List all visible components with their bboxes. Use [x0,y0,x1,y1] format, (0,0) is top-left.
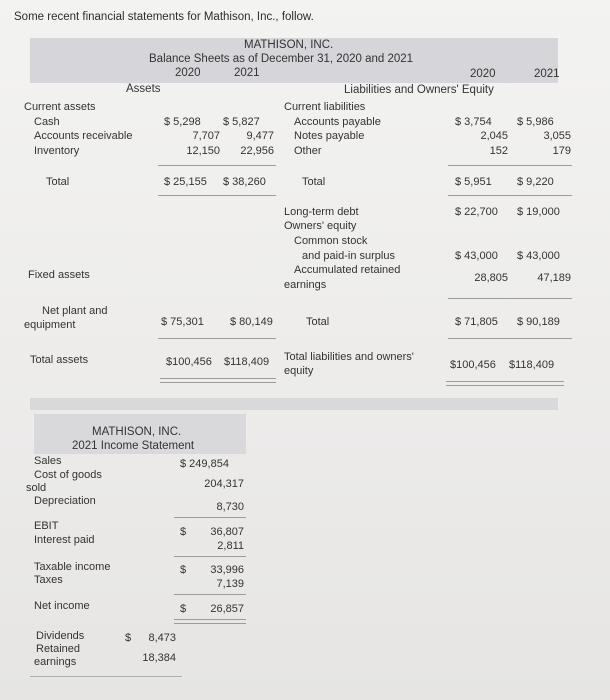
balance-company: MATHISON, INC. [244,39,334,51]
balance-title: Balance Sheets as of December 31, 2020 and 2021 [149,53,414,65]
ltd-label: Long-term debt [284,206,359,218]
ltd-2021: $ 19,000 [517,206,560,218]
ar-2021: 9,477 [246,130,274,142]
total-le-2020: $100,456 [450,359,496,371]
ebit-dollar: $ [180,526,187,538]
total-current-liab-2020: $ 5,951 [455,176,492,188]
net-plant-label: Net plant and [42,305,108,317]
inventory-label: Inventory [34,145,80,157]
other-2021: 179 [552,145,571,157]
dividends-label: Dividends [36,630,85,642]
taxes-label: Taxes [34,574,63,586]
year-2021-left: 2021 [234,67,260,79]
ap-label: Accounts payable [294,116,381,128]
ap-2020: $ 3,754 [455,116,492,128]
section-divider-band [30,398,558,410]
taxable-dollar: $ [180,564,187,576]
total-equity-2020: $ 71,805 [455,316,498,328]
total-equity-2021: $ 90,189 [517,316,560,328]
income-title: 2021 Income Statement [72,440,195,452]
double-rule [174,619,246,624]
retained-value: 18,384 [142,652,176,664]
rule [158,195,276,196]
depreciation-value: 8,730 [216,501,244,513]
total-current-assets-2021: $ 38,260 [223,176,266,188]
net-plant-label-2: equipment [24,319,76,331]
cogs-label: Cost of goods [34,469,102,481]
common-stock-label: Common stock [294,235,368,247]
year-2020-right: 2020 [470,68,496,80]
dividends-value: 8,473 [148,632,176,644]
double-rule [446,381,564,386]
net-income-value: 26,857 [210,603,244,615]
cogs-label-2: sold [26,482,47,494]
total-assets-2021: $118,409 [224,356,270,368]
retained-earnings-2021: 47,189 [537,272,571,284]
rule [174,594,246,595]
retained-earnings-label: Accumulated retained [294,264,401,276]
ap-2021: $ 5,986 [517,116,554,128]
retained-label: Retained [36,643,81,655]
total-le-label: Total liabilities and owners' [284,351,414,363]
net-income-dollar: $ [180,603,187,615]
fixed-assets-label: Fixed assets [28,269,90,281]
notes-payable-2021: 3,055 [543,130,571,142]
common-stock-2020: $ 43,000 [455,250,498,262]
taxes-value: 7,139 [216,578,244,590]
taxable-value: 33,996 [210,564,244,576]
notes-payable-label: Notes payable [294,130,365,142]
total-current-assets-label: Total [46,176,70,188]
cogs-value: 204,317 [204,478,244,490]
double-rule [160,378,276,383]
retained-earnings-2020: 28,805 [474,272,508,284]
rule [448,165,572,166]
net-plant-2021: $ 80,149 [230,316,273,328]
rule [158,338,276,339]
cash-2021: $ 5,827 [223,116,260,128]
rule [448,195,572,196]
intro-text: Some recent financial statements for Mathison, Inc., follow. [14,11,314,23]
common-stock-2021: $ 43,000 [517,250,560,262]
ebit-label: EBIT [34,520,59,532]
liabilities-header: Liabilities and Owners' Equity [344,84,494,96]
retained-earnings-label-2: earnings [284,279,327,291]
retained-label-2: earnings [34,656,77,668]
total-current-liab-2021: $ 9,220 [517,176,554,188]
rule [174,556,246,557]
rule [448,298,572,299]
common-stock-label-2: and paid-in surplus [302,250,395,262]
total-assets-label: Total assets [30,354,89,366]
sales-value: $ 249,854 [180,458,229,470]
total-current-liab-label: Total [302,176,326,188]
inventory-2021: 22,956 [240,145,274,157]
depreciation-label: Depreciation [34,495,96,507]
owners-equity-label: Owners' equity [284,220,357,232]
total-assets-2020: $100,456 [166,356,212,368]
sales-label: Sales [34,455,62,467]
current-assets-label: Current assets [24,101,96,113]
rule [158,165,276,166]
year-2021-right: 2021 [534,68,560,80]
dividends-dollar: $ [125,632,132,644]
year-2020-left: 2020 [175,67,201,79]
interest-value: 2,811 [217,540,244,552]
total-current-assets-2020: $ 25,155 [164,176,207,188]
interest-label: Interest paid [34,534,95,546]
ar-2020: 7,707 [192,130,220,142]
rule [30,676,182,677]
inventory-2020: 12,150 [186,145,220,157]
taxable-label: Taxable income [34,561,111,573]
net-income-label: Net income [34,600,90,612]
total-le-2021: $118,409 [509,359,555,371]
other-2020: 152 [489,145,508,157]
assets-header: Assets [126,83,161,95]
total-le-label-2: equity [284,365,314,377]
current-liabilities-label: Current liabilities [284,101,366,113]
notes-payable-2020: 2,045 [480,130,508,142]
rule [448,338,572,339]
ar-label: Accounts receivable [34,130,133,142]
ltd-2020: $ 22,700 [455,206,498,218]
ebit-value: 36,807 [210,526,244,538]
total-equity-label: Total [306,316,330,328]
net-plant-2020: $ 75,301 [161,316,204,328]
cash-label: Cash [34,116,60,128]
rule [174,517,246,518]
cash-2020: $ 5,298 [164,116,201,128]
income-company: MATHISON, INC. [92,426,182,438]
other-label: Other [294,145,322,157]
